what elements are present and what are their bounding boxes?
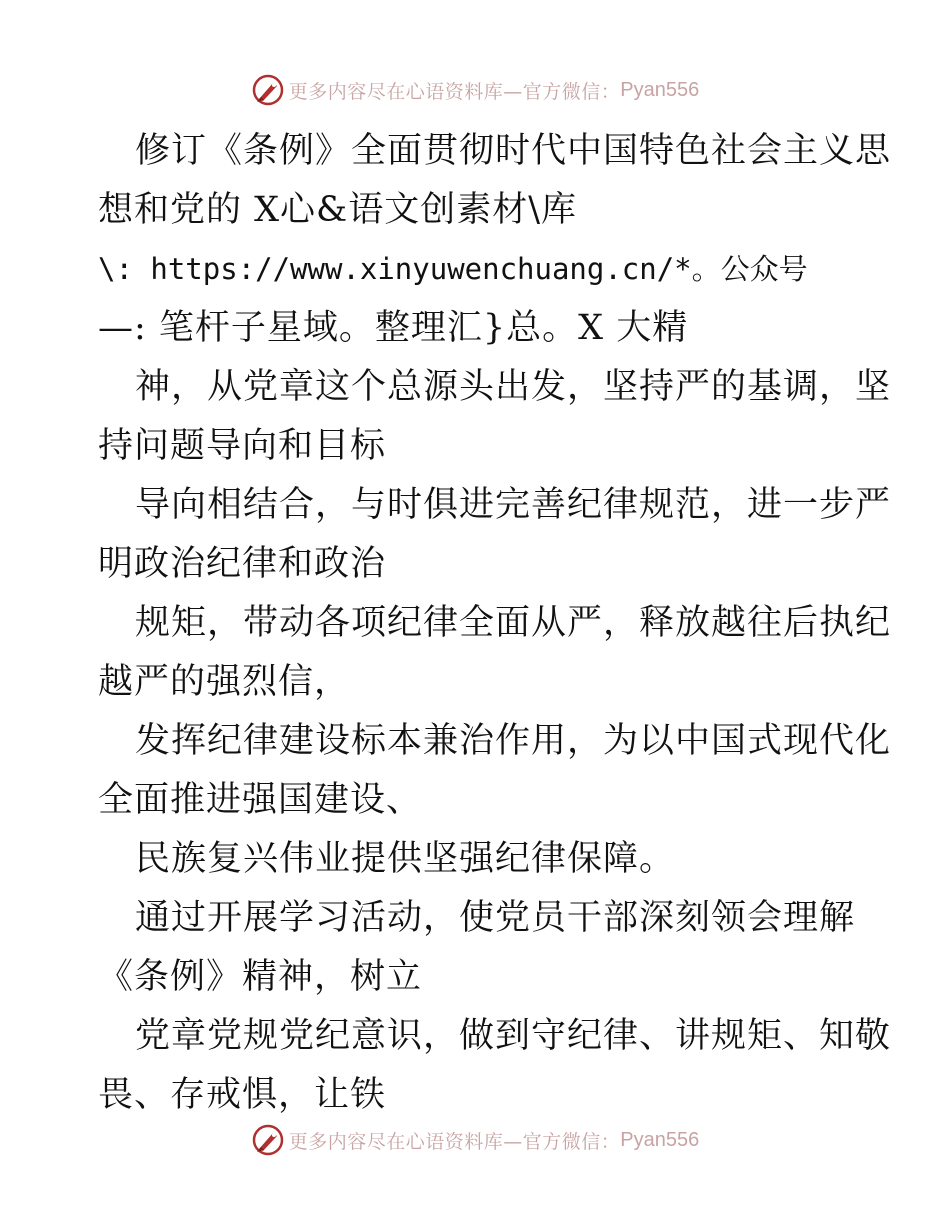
text-line: 发挥纪律建设标本兼治作用，为以中国式现代化 — [135, 721, 892, 761]
text-line: 导向相结合，与时俱进完善纪律规范，进一步严 — [135, 485, 892, 525]
fountain-pen-seal-icon — [251, 73, 285, 107]
header-banner-text: 更多内容尽在心语资料库—官方微信： — [288, 80, 621, 103]
text-line: 《条例》精神，树立 — [98, 957, 423, 997]
text-line: 修订《条例》全面贯彻时代中国特色社会主义思 — [135, 131, 892, 171]
header-banner-handle: Pyan556 — [620, 78, 700, 101]
text-line: 神，从党章这个总源头出发，坚持严的基调，坚 — [135, 367, 892, 407]
text-line: 想和党的 X心&语文创素材\库 — [98, 190, 577, 230]
text-line: 持问题导向和目标 — [98, 426, 387, 466]
text-line: 畏、存戒惧，让铁 — [98, 1075, 387, 1115]
footer-banner-handle: Pyan556 — [620, 1128, 700, 1151]
text-line: 越严的强烈信， — [98, 662, 351, 702]
header-watermark-banner — [0, 70, 950, 110]
text-line: \: https://www.xinyuwenchuang.cn/*。公众号 — [98, 252, 808, 286]
text-line: 党章党规党纪意识，做到守纪律、讲规矩、知敬 — [135, 1016, 892, 1056]
document-body — [98, 122, 892, 1125]
fountain-pen-seal-icon — [251, 1123, 285, 1157]
text-line: —: 笔杆子星域。整理汇}总。X 大精 — [98, 308, 689, 348]
footer-banner-text: 更多内容尽在心语资料库—官方微信： — [288, 1130, 621, 1153]
text-line: 明政治纪律和政治 — [98, 544, 387, 584]
footer-watermark-banner — [0, 1120, 950, 1160]
text-line: 民族复兴伟业提供坚强纪律保障。 — [135, 839, 676, 879]
text-line: 通过开展学习活动，使党员干部深刻领会理解 — [135, 898, 856, 938]
text-line: 规矩，带动各项纪律全面从严，释放越往后执纪 — [135, 603, 892, 643]
text-line: 全面推进强国建设、 — [98, 780, 423, 820]
